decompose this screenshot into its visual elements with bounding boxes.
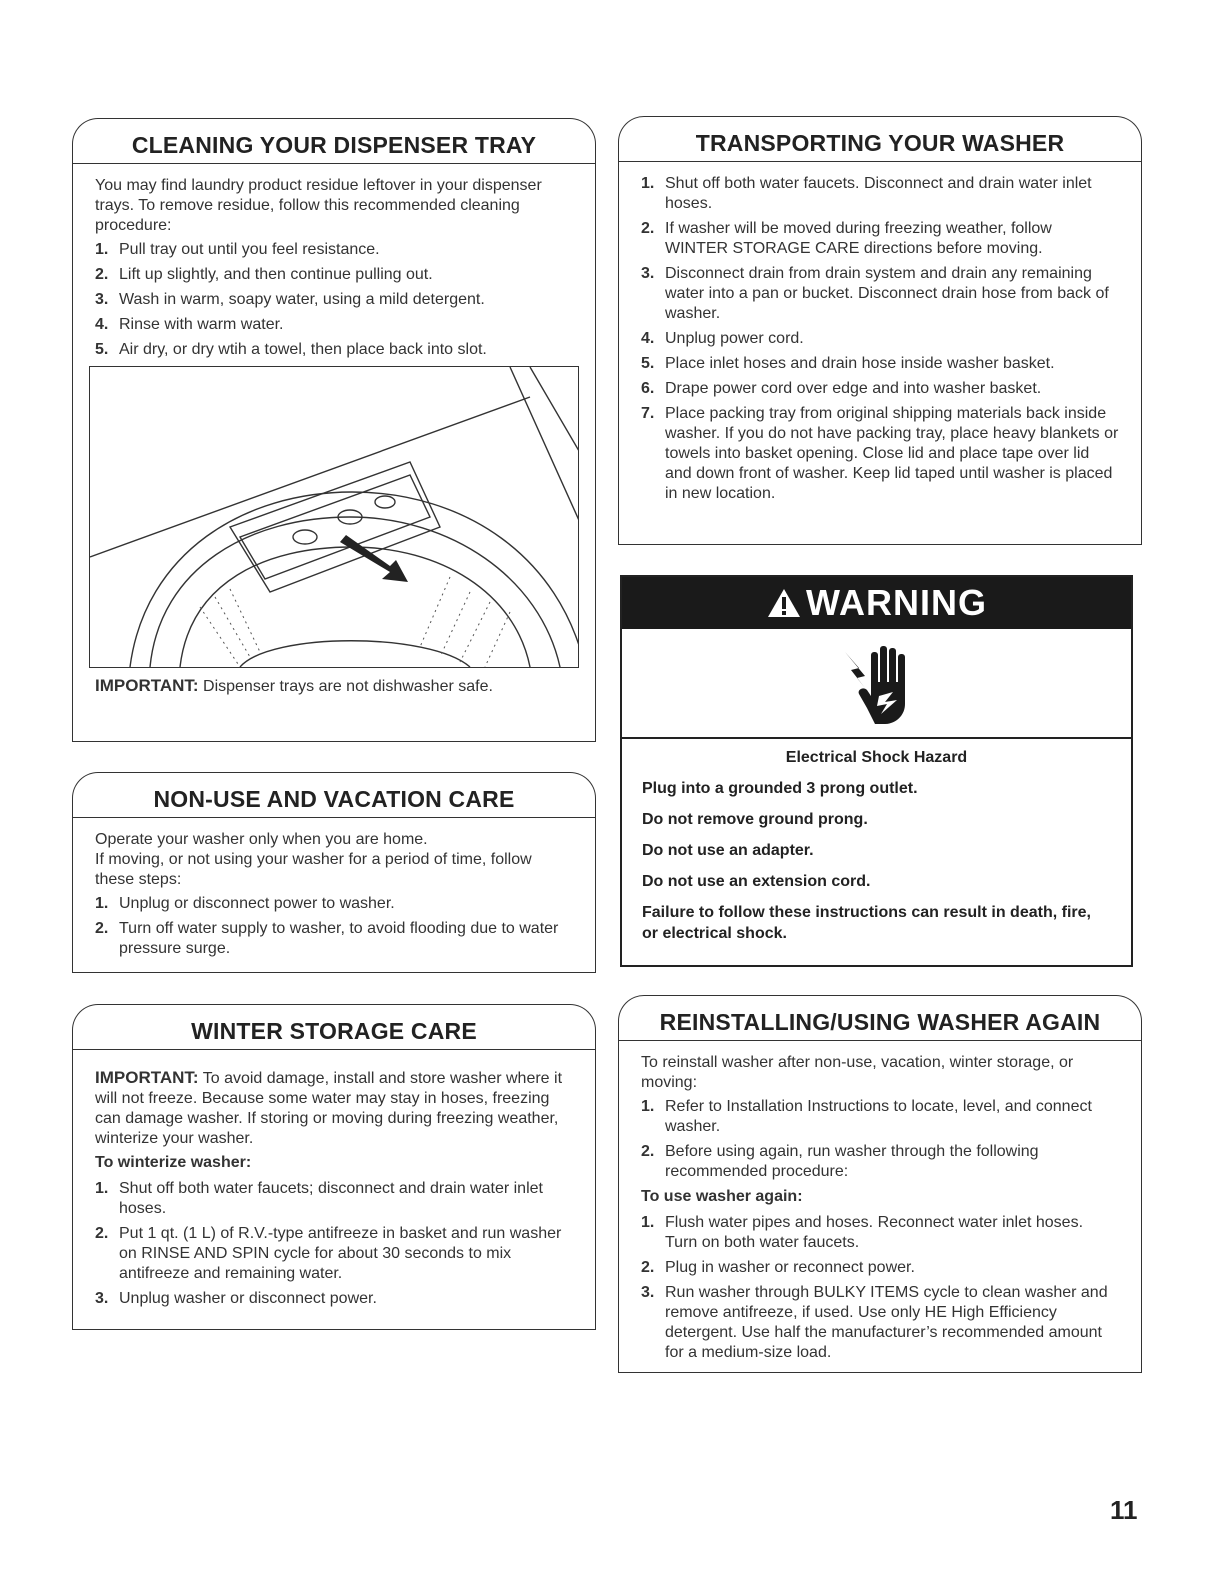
list-item: 2. Plug in washer or reconnect power. xyxy=(641,1259,915,1276)
warning-text xyxy=(622,739,1131,962)
list-item: 3. Disconnect drain from drain system and drain any remaining water into a pan or bucket. Disconnect drain hose from back of washer. xyxy=(641,265,1109,322)
cleaning-important: IMPORTANT: Dispenser trays are not dishwasher safe. xyxy=(95,676,493,695)
hazard-title: Electrical Shock Hazard xyxy=(785,749,968,766)
list-item: 1. Refer to Installation Instructions to locate, level, and connect washer. xyxy=(641,1098,1092,1135)
warning-box xyxy=(620,575,1133,967)
nonuse-intro-2: If moving, or not using your washer for a period of time, follow these steps: xyxy=(95,851,532,888)
list-item: 1. Shut off both water faucets; disconnect and drain water inlet hoses. xyxy=(95,1180,543,1217)
warning-label: WARNING xyxy=(806,582,987,623)
cleaning-section xyxy=(72,118,596,742)
list-item: 2. If washer will be moved during freezing weather, follow WINTER STORAGE CARE directions before moving. xyxy=(641,220,1052,257)
winter-important: IMPORTANT: To avoid damage, install and store washer where it will not freeze. Because some water may stay in hoses, freezing can damage washer. If storing or moving during freezing weather, winterize your washer. xyxy=(95,1068,563,1147)
dispenser-tray-illustration xyxy=(89,366,579,668)
nonuse-title: NON-USE AND VACATION CARE xyxy=(153,786,515,812)
list-item: 1. Flush water pipes and hoses. Reconnect water inlet hoses. Turn on both water faucets. xyxy=(641,1214,1084,1251)
transport-section xyxy=(618,116,1142,545)
reinstall-intro: To reinstall washer after non-use, vacation, winter storage, or moving: xyxy=(641,1054,1074,1091)
list-item: 1. Pull tray out until you feel resistance. xyxy=(95,241,380,258)
warning-icon-row xyxy=(622,629,1131,739)
page-number: 11 xyxy=(1110,1495,1138,1525)
list-item: 4. Rinse with warm water. xyxy=(95,316,284,333)
reinstall-subheading: To use washer again: xyxy=(641,1188,803,1205)
reinstall-title: REINSTALLING/USING WASHER AGAIN xyxy=(659,1009,1101,1035)
list-item: 2. Lift up slightly, and then continue pulling out. xyxy=(95,266,433,283)
warning-line: Failure to follow these instructions can result in death, fire, or electrical shock. xyxy=(642,904,1091,942)
list-item: 3. Unplug washer or disconnect power. xyxy=(95,1290,377,1307)
list-item: 1. Unplug or disconnect power to washer. xyxy=(95,895,395,912)
cleaning-intro: You may find laundry product residue leftover in your dispenser trays. To remove residue, follow this recommended cleaning procedure: xyxy=(95,177,542,234)
reinstall-steps-2 xyxy=(641,1213,1119,1363)
transport-steps xyxy=(641,174,1119,504)
transport-title: TRANSPORTING YOUR WASHER xyxy=(695,130,1065,156)
nonuse-steps xyxy=(95,894,573,959)
reinstall-steps xyxy=(641,1097,1119,1182)
electric-shock-hand-icon xyxy=(837,638,917,728)
cleaning-header xyxy=(72,118,596,164)
winter-header xyxy=(72,1004,596,1050)
winter-steps xyxy=(95,1179,573,1309)
list-item: 5. Air dry, or dry wtih a towel, then place back into slot. xyxy=(95,341,487,358)
warning-line: Do not remove ground prong. xyxy=(642,811,868,828)
list-item: 6. Drape power cord over edge and into washer basket. xyxy=(641,380,1042,397)
list-item: 2. Put 1 qt. (1 L) of R.V.-type antifreeze in basket and run washer on RINSE AND SPIN cycle for about 30 seconds to mix antifreeze and remaining water. xyxy=(95,1225,562,1282)
nonuse-section xyxy=(72,772,596,973)
list-item: 3. Wash in warm, soapy water, using a mild detergent. xyxy=(95,291,485,308)
warning-banner xyxy=(622,577,1131,629)
winter-section xyxy=(72,1004,596,1330)
reinstall-section xyxy=(618,995,1142,1373)
transport-header xyxy=(618,116,1142,162)
winter-title: WINTER STORAGE CARE xyxy=(191,1018,477,1044)
warning-line: Plug into a grounded 3 prong outlet. xyxy=(642,780,918,797)
warning-line: Do not use an adapter. xyxy=(642,842,814,859)
list-item: 7. Place packing tray from original shipping materials back inside washer. If you do not have packing tray, place heavy blankets or towels into basket opening. Close lid and place tape over lid and down front of washer. Keep lid taped until washer is placed in new location. xyxy=(641,405,1119,502)
list-item: 2. Turn off water supply to washer, to avoid flooding due to water pressure surge. xyxy=(95,920,559,957)
cleaning-title: CLEANING YOUR DISPENSER TRAY xyxy=(131,132,537,158)
list-item: 3. Run washer through BULKY ITEMS cycle to clean washer and remove antifreeze, if used. Use only HE High Efficiency detergent. Use half the manufacturer’s recommended amount for a medium-size load. xyxy=(641,1284,1108,1361)
warning-triangle-icon xyxy=(766,587,802,619)
nonuse-header xyxy=(72,772,596,818)
cleaning-steps xyxy=(95,240,573,360)
list-item: 4. Unplug power cord. xyxy=(641,330,804,347)
winter-subheading: To winterize washer: xyxy=(95,1154,252,1171)
reinstall-header xyxy=(618,995,1142,1041)
warning-line: Do not use an extension cord. xyxy=(642,873,871,890)
nonuse-intro-1: Operate your washer only when you are home. xyxy=(95,831,428,848)
list-item: 5. Place inlet hoses and drain hose inside washer basket. xyxy=(641,355,1055,372)
list-item: 1. Shut off both water faucets. Disconnect and drain water inlet hoses. xyxy=(641,175,1092,212)
list-item: 2. Before using again, run washer through the following recommended procedure: xyxy=(641,1143,1039,1180)
